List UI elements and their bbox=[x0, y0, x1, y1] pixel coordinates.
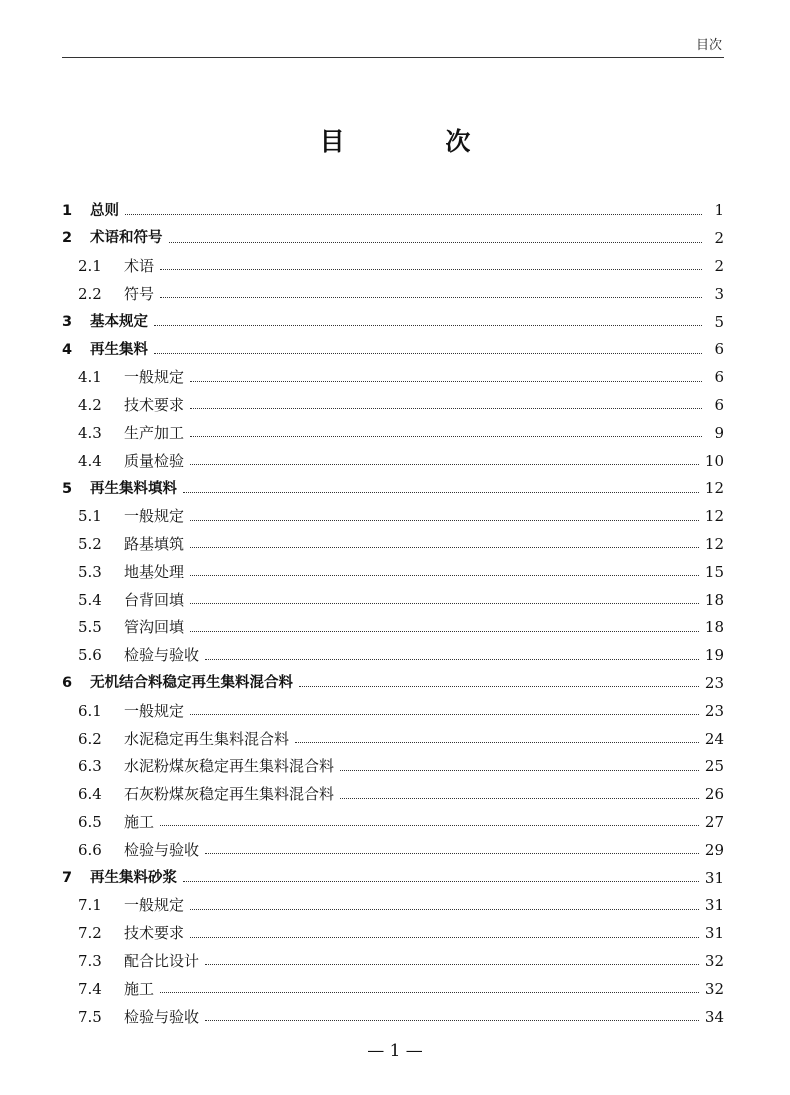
toc-entry-number: 2.2 bbox=[78, 284, 102, 303]
toc-section-entry[interactable] bbox=[62, 447, 724, 475]
toc-entry-title: 一般规定 bbox=[124, 896, 185, 915]
toc-entry-title: 水泥稳定再生集料混合料 bbox=[124, 729, 290, 748]
toc-chapter-entry[interactable] bbox=[62, 670, 724, 698]
dot-leader bbox=[190, 546, 699, 548]
toc-entry-page: 1 bbox=[714, 201, 724, 220]
toc-entry-page: 32 bbox=[704, 979, 724, 998]
dot-leader bbox=[190, 602, 699, 604]
toc-section-entry[interactable] bbox=[62, 725, 724, 753]
toc-entry-title: 台背回填 bbox=[124, 590, 185, 609]
toc-entry-number: 3 bbox=[62, 313, 73, 330]
dot-leader bbox=[154, 324, 702, 326]
toc-entry-number: 7.2 bbox=[78, 924, 102, 943]
dot-leader bbox=[205, 852, 699, 854]
toc-chapter-entry[interactable] bbox=[62, 336, 724, 364]
toc-entry-page: 6 bbox=[714, 340, 724, 359]
toc-entry-number: 7 bbox=[62, 869, 73, 886]
toc-section-entry[interactable] bbox=[62, 836, 724, 864]
dot-leader bbox=[160, 824, 699, 826]
toc-entry-number: 4.1 bbox=[78, 368, 102, 387]
toc-entry-title: 施工 bbox=[124, 979, 155, 998]
toc-section-entry[interactable] bbox=[62, 614, 724, 642]
toc-chapter-entry[interactable] bbox=[62, 475, 724, 503]
toc-entry-page: 2 bbox=[714, 229, 724, 248]
toc-entry-number: 5.6 bbox=[78, 646, 102, 665]
toc-section-entry[interactable] bbox=[62, 419, 724, 447]
dot-leader bbox=[295, 741, 699, 743]
dot-leader bbox=[190, 936, 699, 938]
toc-entry-number: 6 bbox=[62, 675, 73, 692]
toc-entry-page: 25 bbox=[704, 757, 724, 776]
toc-entry-number: 4.2 bbox=[78, 395, 102, 414]
toc-entry-page: 10 bbox=[704, 451, 724, 470]
toc-entry-page: 3 bbox=[714, 284, 724, 303]
page-title: 目 次 bbox=[319, 127, 517, 156]
dot-leader bbox=[160, 296, 702, 298]
toc-entry-page: 29 bbox=[704, 840, 724, 859]
toc-entry-title: 生产加工 bbox=[124, 423, 185, 442]
header-rule bbox=[62, 57, 724, 58]
toc-entry-number: 4.3 bbox=[78, 423, 102, 442]
toc-section-entry[interactable] bbox=[62, 531, 724, 559]
toc-entry-number: 2 bbox=[62, 230, 73, 247]
toc-entry-page: 32 bbox=[704, 951, 724, 970]
toc-entry-number: 5.4 bbox=[78, 590, 102, 609]
toc-entry-page: 23 bbox=[704, 701, 724, 720]
toc-chapter-entry[interactable] bbox=[62, 308, 724, 336]
toc-entry-number: 4.4 bbox=[78, 451, 102, 470]
dot-leader bbox=[299, 685, 699, 687]
toc-entry-number: 4 bbox=[62, 341, 73, 358]
toc-entry-title: 一般规定 bbox=[124, 507, 185, 526]
toc-section-entry[interactable] bbox=[62, 975, 724, 1003]
dot-leader bbox=[183, 880, 699, 882]
toc-entry-number: 5.2 bbox=[78, 534, 102, 553]
toc-entry-page: 12 bbox=[704, 534, 724, 553]
dot-leader bbox=[190, 574, 699, 576]
dot-leader bbox=[190, 407, 702, 409]
running-head: 目次 bbox=[695, 38, 722, 53]
page-number: — 1 — bbox=[367, 1041, 423, 1061]
dot-leader bbox=[190, 380, 702, 382]
toc-chapter-entry[interactable] bbox=[62, 225, 724, 253]
toc-section-entry[interactable] bbox=[62, 1003, 724, 1031]
toc-entry-page: 31 bbox=[704, 868, 724, 887]
toc-entry-page: 27 bbox=[704, 812, 724, 831]
dot-leader bbox=[125, 213, 702, 215]
toc-section-entry[interactable] bbox=[62, 503, 724, 531]
toc-entry-page: 9 bbox=[714, 423, 724, 442]
dot-leader bbox=[205, 963, 699, 965]
toc-entry-number: 5.5 bbox=[78, 618, 102, 637]
dot-leader bbox=[160, 268, 702, 270]
toc-entry-page: 31 bbox=[704, 924, 724, 943]
toc-section-entry[interactable] bbox=[62, 642, 724, 670]
toc-entry-page: 12 bbox=[704, 507, 724, 526]
dot-leader bbox=[340, 769, 699, 771]
dot-leader bbox=[190, 519, 699, 521]
toc-entry-page: 34 bbox=[704, 1007, 724, 1026]
toc-entry-number: 6.5 bbox=[78, 812, 102, 831]
toc-entry-number: 7.1 bbox=[78, 896, 102, 915]
toc-section-entry[interactable] bbox=[62, 280, 724, 308]
toc-entry-page: 5 bbox=[714, 312, 724, 331]
toc-entry-page: 6 bbox=[714, 395, 724, 414]
table-of-contents bbox=[62, 197, 724, 1031]
dot-leader bbox=[190, 630, 699, 632]
dot-leader bbox=[154, 352, 702, 354]
toc-entry-number: 6.1 bbox=[78, 701, 102, 720]
toc-section-entry[interactable] bbox=[62, 920, 724, 948]
toc-entry-number: 5 bbox=[62, 480, 73, 497]
toc-entry-title: 无机结合料稳定再生集料混合料 bbox=[90, 675, 293, 692]
toc-entry-number: 5.3 bbox=[78, 562, 102, 581]
toc-section-entry[interactable] bbox=[62, 948, 724, 976]
toc-entry-number: 7.4 bbox=[78, 979, 102, 998]
toc-entry-title: 石灰粉煤灰稳定再生集料混合料 bbox=[124, 785, 335, 804]
toc-section-entry[interactable] bbox=[62, 558, 724, 586]
dot-leader bbox=[190, 435, 702, 437]
toc-entry-title: 检验与验收 bbox=[124, 840, 200, 859]
toc-entry-number: 2.1 bbox=[78, 256, 102, 275]
toc-entry-number: 6.2 bbox=[78, 729, 102, 748]
toc-entry-number: 1 bbox=[62, 202, 73, 219]
toc-entry-number: 6.6 bbox=[78, 840, 102, 859]
toc-entry-page: 26 bbox=[704, 785, 724, 804]
toc-entry-title: 再生集料砂浆 bbox=[90, 869, 177, 886]
toc-entry-title: 总则 bbox=[90, 202, 119, 219]
toc-entry-title: 符号 bbox=[124, 284, 155, 303]
dot-leader bbox=[205, 1019, 699, 1021]
toc-entry-title: 技术要求 bbox=[124, 395, 185, 414]
toc-entry-title: 配合比设计 bbox=[124, 951, 200, 970]
toc-entry-page: 18 bbox=[704, 618, 724, 637]
toc-entry-title: 地基处理 bbox=[124, 562, 185, 581]
toc-section-entry[interactable] bbox=[62, 781, 724, 809]
dot-leader bbox=[169, 241, 703, 243]
toc-entry-page: 6 bbox=[714, 368, 724, 387]
dot-leader bbox=[190, 463, 699, 465]
toc-section-entry[interactable] bbox=[62, 364, 724, 392]
toc-section-entry[interactable] bbox=[62, 586, 724, 614]
toc-entry-page: 12 bbox=[704, 479, 724, 498]
toc-section-entry[interactable] bbox=[62, 753, 724, 781]
dot-leader bbox=[340, 797, 699, 799]
dot-leader bbox=[190, 908, 699, 910]
toc-entry-number: 5.1 bbox=[78, 507, 102, 526]
toc-entry-page: 23 bbox=[704, 673, 724, 692]
toc-entry-title: 检验与验收 bbox=[124, 646, 200, 665]
toc-entry-title: 一般规定 bbox=[124, 368, 185, 387]
toc-entry-title: 管沟回填 bbox=[124, 618, 185, 637]
toc-entry-page: 19 bbox=[704, 646, 724, 665]
dot-leader bbox=[160, 991, 699, 993]
toc-entry-page: 18 bbox=[704, 590, 724, 609]
toc-section-entry[interactable] bbox=[62, 253, 724, 281]
toc-entry-page: 31 bbox=[704, 896, 724, 915]
toc-entry-title: 基本规定 bbox=[90, 313, 148, 330]
toc-entry-title: 质量检验 bbox=[124, 451, 185, 470]
toc-entry-number: 6.4 bbox=[78, 785, 102, 804]
toc-entry-title: 术语和符号 bbox=[90, 230, 163, 247]
toc-entry-number: 6.3 bbox=[78, 757, 102, 776]
toc-entry-title: 术语 bbox=[124, 256, 155, 275]
dot-leader bbox=[183, 491, 699, 493]
toc-entry-title: 技术要求 bbox=[124, 924, 185, 943]
toc-entry-page: 24 bbox=[704, 729, 724, 748]
toc-entry-title: 再生集料 bbox=[90, 341, 148, 358]
toc-chapter-entry[interactable] bbox=[62, 197, 724, 225]
toc-entry-title: 路基填筑 bbox=[124, 534, 185, 553]
toc-entry-number: 7.3 bbox=[78, 951, 102, 970]
toc-entry-page: 2 bbox=[714, 256, 724, 275]
toc-entry-title: 再生集料填料 bbox=[90, 480, 177, 497]
toc-entry-number: 7.5 bbox=[78, 1007, 102, 1026]
toc-section-entry[interactable] bbox=[62, 392, 724, 420]
toc-section-entry[interactable] bbox=[62, 697, 724, 725]
toc-chapter-entry[interactable] bbox=[62, 864, 724, 892]
dot-leader bbox=[190, 713, 699, 715]
toc-entry-title: 检验与验收 bbox=[124, 1007, 200, 1026]
toc-entry-title: 一般规定 bbox=[124, 701, 185, 720]
toc-entry-title: 水泥粉煤灰稳定再生集料混合料 bbox=[124, 757, 335, 776]
toc-section-entry[interactable] bbox=[62, 892, 724, 920]
toc-entry-page: 15 bbox=[704, 562, 724, 581]
toc-section-entry[interactable] bbox=[62, 809, 724, 837]
toc-entry-title: 施工 bbox=[124, 812, 155, 831]
dot-leader bbox=[205, 658, 699, 660]
